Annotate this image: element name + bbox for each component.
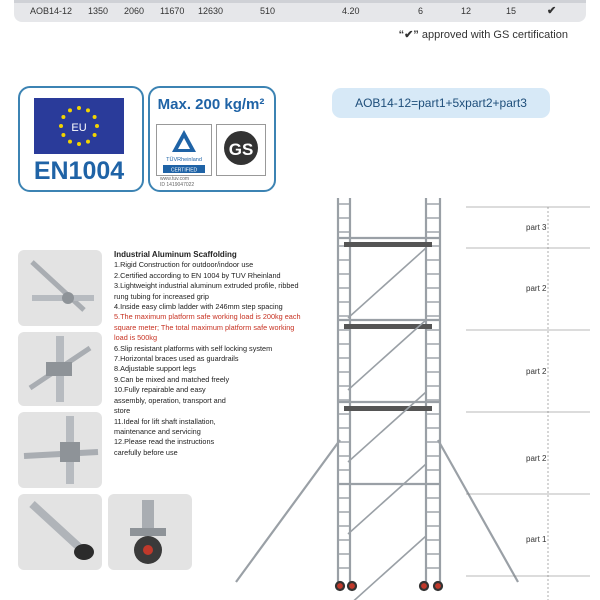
feature-item: 10.Fully repairable and easy assembly, operation, transport and store [114,385,226,416]
feature-item-highlight: 5.The maximum platform safe working load is 200kg each square meter; The total maximum platform safe working load is 500kg [114,312,301,343]
part-label: part 2 [526,284,547,293]
eu-star [77,106,81,110]
spec-cell: 4.20 [342,6,360,16]
tuv-brand-text: TÜVRheinland [166,157,202,163]
eu-star [77,142,81,146]
component-photo-clamp [18,332,102,406]
en1004-label: EN1004 [33,157,125,185]
feature-item: 4.Inside easy climb ladder with 246mm step spacing [114,302,283,312]
feature-item: 9.Can be mixed and matched freely [114,374,230,384]
eu-star [68,108,72,112]
feature-item: 1.Rigid Construction for outdoor/indoor use [114,260,254,270]
configuration-badge: AOB14-12=part1+5xpart2+part3 [332,88,550,118]
caster-wheel [434,582,442,590]
gs-logo-text: GS [228,140,254,159]
spec-cell: 1350 [88,6,109,16]
spec-cell: 6 [418,6,424,16]
feature-item: 7.Horizontal braces used as guardrails [114,354,239,364]
tower-stair [348,536,426,600]
table-divider [14,0,586,3]
eu-star [95,124,99,128]
component-photo-leg [18,494,102,570]
tuv-fine-print [160,176,194,188]
gs-mark-icon [217,125,265,175]
tower-stair [348,464,426,534]
feature-item: 3.Lightweight industrial aluminum extruded profile, ribbed rung tubing for increased grip [114,281,299,301]
caster-wheel-image [108,494,192,570]
eu-stars-icon [34,98,124,154]
spec-cell: 510 [260,6,276,16]
feature-item: 2.Certified according to EN 1004 by TUV Rheinland [114,270,281,280]
eu-star [86,140,90,144]
eu-star [59,124,63,128]
max-load-label: Max. 200 kg/m² [157,96,265,113]
check-icon: “✔” [398,29,419,41]
tower-stair [348,320,426,390]
spec-cell: 15 [506,6,517,16]
caster-wheel [420,582,428,590]
gs-check-icon: ✔ [547,5,557,17]
part-label: part 2 [526,454,547,463]
component-photo-frame-joint [18,250,102,326]
feature-item: 11.Ideal for lift shaft installation, maintenance and servicing [114,416,216,436]
component-photo-caster [108,494,192,570]
tuv-id: ID 1419047022 [160,182,195,188]
eu-star [93,115,97,119]
part-label: part 1 [526,535,547,544]
clamp-image [18,332,102,406]
hinge-image [18,412,102,488]
caster-wheel [348,582,356,590]
tuv-triangle-icon [157,125,211,175]
tuv-url: www.tuv.com [160,176,190,182]
spec-cell: 12 [461,6,472,16]
model-cell: AOB14-12 [30,6,73,16]
tuv-rheinland-logo [156,124,212,176]
eu-star [68,140,72,144]
eu-label: EU [71,122,87,134]
eu-star [61,115,65,119]
spec-table-row [14,0,586,22]
frame-joint-image [18,250,102,326]
spec-cell: 11670 [160,6,185,16]
eu-star [61,133,65,137]
gs-approval-note [399,28,568,41]
tower-stair [348,248,426,318]
spec-cell: 12630 [198,6,224,16]
stabilizer-leg [236,440,340,582]
eu-flag [34,98,124,154]
feature-item: 8.Adjustable support legs [114,364,196,374]
tower-platform [344,406,432,411]
tuv-certified-text: CERTIFIED [170,167,198,174]
eu-star [86,108,90,112]
feature-item: 12.Please read the instructions carefully before use [114,437,215,457]
support-leg-image [18,494,102,570]
feature-title: Industrial Aluminum Scaffolding [114,250,237,259]
component-photo-hinge [18,412,102,488]
caster-wheel [336,582,344,590]
part-label: part 3 [526,223,547,232]
eu-star [93,133,97,137]
gs-approval-text: approved with GS certification [421,29,568,41]
gs-logo [216,124,266,176]
tower-platform [344,242,432,247]
feature-item: 6.Slip resistant platforms with self locking system [114,343,273,353]
spec-cell: 2060 [124,6,145,16]
part-label: part 2 [526,367,547,376]
